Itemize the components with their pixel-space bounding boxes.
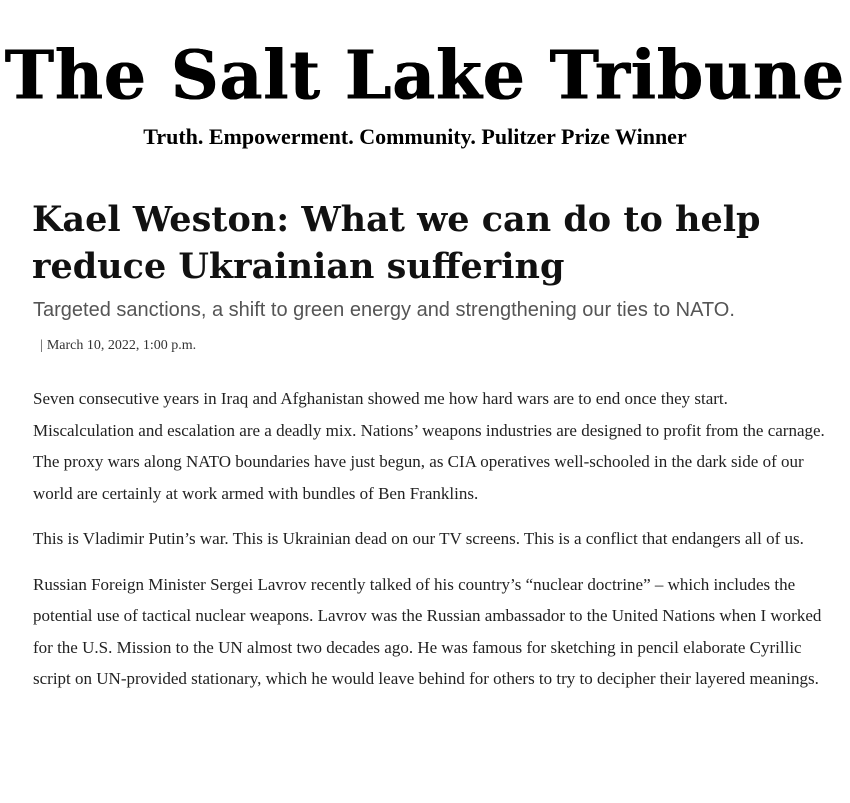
masthead-tagline: Truth. Empowerment. Community. Pulitzer Prize Winner bbox=[143, 124, 687, 149]
masthead-logo[interactable]: The Salt Lake Tribune bbox=[4, 35, 846, 115]
article-body bbox=[33, 383, 833, 709]
article-paragraph: Seven consecutive years in Iraq and Afghanistan showed me how hard wars are to end once they start. Miscalculation and escalation are a deadly mix. Nations’ weapons industries are designed to profit from the carnage. The proxy wars along NATO boundaries have just begun, as CIA operatives well-schooled in the dark side of our world are certainly at work armed with bundles of Ben Franklins. bbox=[33, 389, 825, 503]
article-dateline bbox=[40, 338, 196, 354]
article-date: March 10, 2022, 1:00 p.m. bbox=[46, 338, 197, 353]
article-headline: Kael Weston: What we can do to help reduce Ukrainian suffering bbox=[32, 199, 761, 287]
article-paragraph: This is Vladimir Putin’s war. This is Ukrainian dead on our TV screens. This is a conflict that endangers all of us. bbox=[33, 529, 804, 548]
masthead-logo-container[interactable] bbox=[0, 30, 850, 120]
article-paragraph: Russian Foreign Minister Sergei Lavrov recently talked of his country’s “nuclear doctrine” – which includes the potential use of tactical nuclear weapons. Lavrov was the Russian ambassador to the United Nations when I worked for the U.S. Mission to the UN almost two decades ago. He was famous for sketching in pencil elaborate Cyrillic script on UN-provided stationary, which he would leave behind for others to try to decipher their layered meanings. bbox=[33, 574, 822, 688]
article-subheadline: Targeted sanctions, a shift to green energy and strengthening our ties to NATO. bbox=[33, 299, 735, 321]
dateline-separator: | bbox=[40, 338, 43, 353]
